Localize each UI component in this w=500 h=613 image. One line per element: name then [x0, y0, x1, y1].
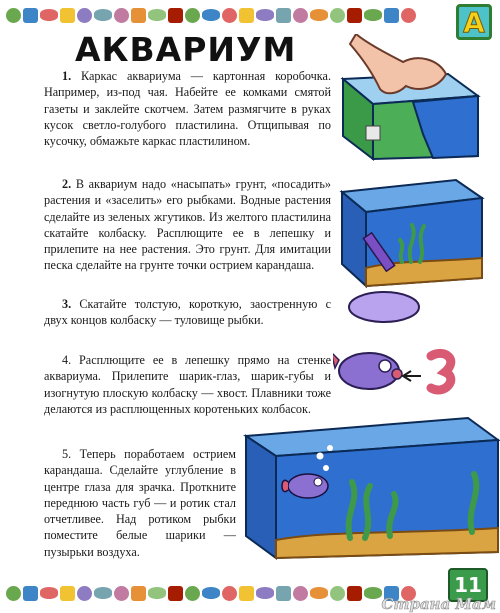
car-icon [131, 8, 146, 23]
leaf-icon [6, 586, 21, 601]
fish-icon [23, 586, 38, 601]
boat-icon [168, 8, 183, 23]
air-bubble [327, 445, 333, 451]
fish-body-oval [349, 292, 419, 322]
cat-icon [77, 586, 92, 601]
fish-eye [379, 360, 391, 372]
apple-icon [222, 8, 237, 23]
box-covering-illustration [328, 34, 483, 162]
turtle-icon [330, 586, 345, 601]
air-bubble [317, 453, 324, 460]
bird-icon [60, 8, 75, 23]
ball-icon [202, 9, 220, 21]
tree-icon [94, 9, 112, 21]
duck-icon [256, 587, 274, 599]
step-3-text: Скатайте толстую, короткую, заостренную с двух концов колбаску — туловище рыбки. [44, 297, 332, 328]
drum-icon [401, 8, 416, 23]
step-2-paragraph [44, 176, 331, 274]
fish-body [339, 353, 399, 389]
step-1-paragraph [44, 68, 331, 149]
step-1-text: Каркас аквариума — картонная коробочка. Например, из-под чая. Набейте ее комками смятой газеты и заклейте скотчем. Затем размягчите в руках кусок светло-голубого пластилина. Отщипывая по кусочку, обмажьте каркас пластилином. [44, 69, 331, 149]
cow-icon [276, 586, 291, 601]
boat-icon [168, 586, 183, 601]
plant-stem-3 [400, 240, 402, 262]
bus-icon [148, 9, 166, 21]
bus-icon [148, 587, 166, 599]
horse-icon [239, 8, 254, 23]
bird-icon [60, 586, 75, 601]
fish-icon [23, 8, 38, 23]
page-title: АКВАРИУМ [75, 30, 297, 69]
step-4-text: Расплющите ее в лепешку прямо на стенке аквариума. Прилепите шарик-глаз, шарик-губы и изогнутую плоскую колбаску — хвост. Плавники тоже делаются из расплющенных коротеньких колбасок. [44, 353, 332, 416]
frog-icon [310, 587, 328, 599]
butterfly-icon [185, 586, 200, 601]
star-icon [293, 8, 308, 23]
flower-icon [364, 9, 382, 21]
finished-aquarium-illustration [240, 412, 500, 562]
step-4-number: 4. [62, 353, 72, 367]
cat-icon [77, 8, 92, 23]
letter-badge: А [456, 4, 492, 40]
star-icon [293, 586, 308, 601]
step-1-number: 1. [62, 69, 72, 83]
house-icon [114, 586, 129, 601]
step-2-text: В аквариум надо «насыпать» грунт, «посадить» растения и «заселить» его рыбками. Водные растения сделайте из зеленых жгутиков. Из желтого пластилина скатайте колбаску. Расплющите ее в лепешку и прилепите на нее растения. Это грунт. Для имитации песка сделайте на грунте точки острием карандаша. [44, 177, 331, 273]
step-5-number: 5. [62, 447, 72, 461]
fish-body-illustration [346, 286, 422, 328]
step-3-number: 3. [62, 297, 72, 311]
dog-icon [40, 587, 58, 599]
ball-icon [202, 587, 220, 599]
tent-icon [347, 586, 362, 601]
finished-fish-tail [282, 480, 288, 491]
finished-fish-eye [314, 478, 322, 486]
frog-icon [310, 9, 328, 21]
step-5-text: Теперь поработаем острием карандаша. Сделайте углубление в центре глаза для зрачка. Проткните переднюю часть губ — и ротик стал отчетливее. Над ротиком рыбки поместите белые шарики — пузырьки воздуха. [44, 447, 236, 559]
step-3-paragraph [44, 296, 331, 329]
hat-icon [384, 8, 399, 23]
watermark-text: Страна Мам [381, 595, 496, 613]
aquarium-plants-illustration [336, 170, 486, 290]
tent-icon [347, 8, 362, 23]
finished-aquarium-side [246, 436, 276, 558]
tree-icon [94, 587, 112, 599]
top-decoration-strip [0, 0, 500, 30]
apple-icon [222, 586, 237, 601]
tape-piece [366, 126, 380, 140]
horse-icon [239, 586, 254, 601]
finished-plant-2 [365, 486, 370, 538]
step-5-paragraph [44, 446, 236, 560]
flower-icon [364, 587, 382, 599]
fish-fin [333, 352, 339, 368]
cow-icon [276, 8, 291, 23]
finished-fish-body [288, 474, 328, 498]
butterfly-icon [185, 8, 200, 23]
leaf-icon [6, 8, 21, 23]
fish-tail [431, 353, 451, 390]
turtle-icon [330, 8, 345, 23]
page-number: 11 [448, 568, 488, 602]
fish-lips [392, 369, 402, 379]
air-bubble [323, 465, 329, 471]
duck-icon [256, 9, 274, 21]
step-4-paragraph [44, 352, 331, 417]
house-icon [114, 8, 129, 23]
car-icon [131, 586, 146, 601]
dog-icon [40, 9, 58, 21]
fish-parts-illustration [333, 338, 481, 404]
step-2-number: 2. [62, 177, 72, 191]
